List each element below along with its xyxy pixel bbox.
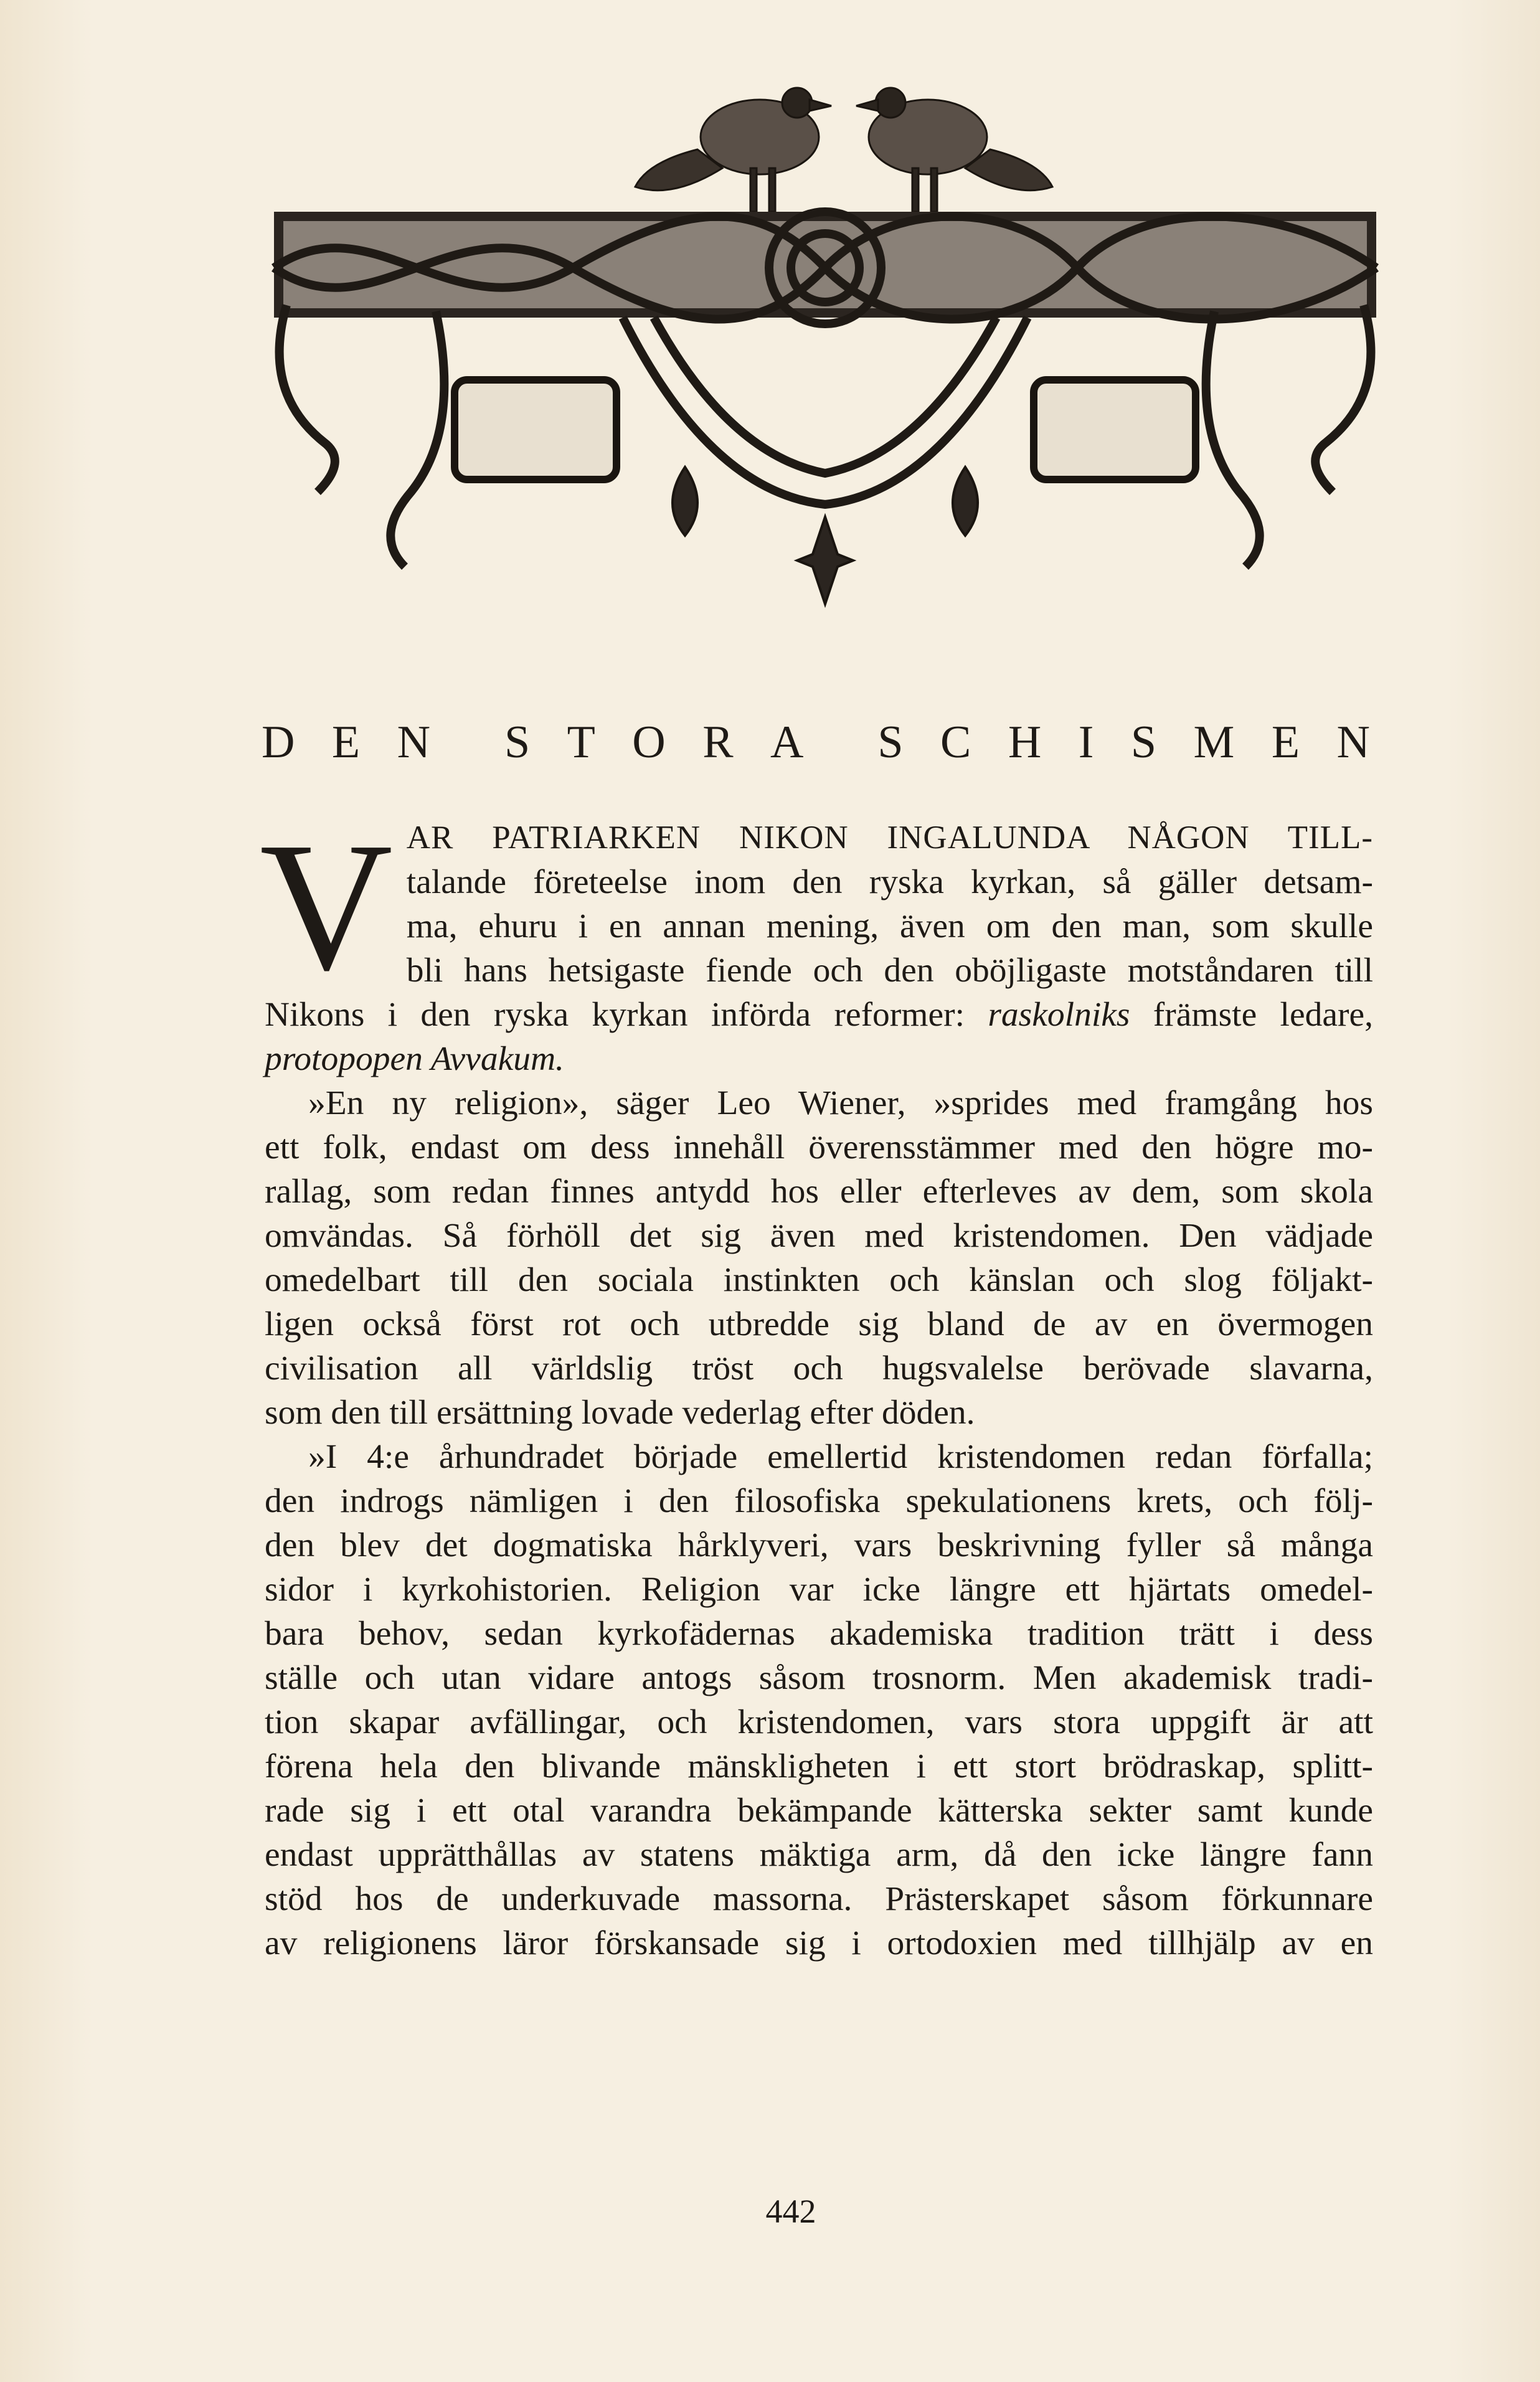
text-line: stöd hos de underkuvade massorna. Prästerskapet såsom förkunnare — [265, 1880, 1373, 1918]
paragraph-1 — [265, 816, 1373, 1081]
text-line: »I 4:e århundradet började emellertid kristendomen redan förfalla; — [308, 1438, 1373, 1476]
page-number: 442 — [765, 2193, 816, 2230]
body-text — [260, 805, 1373, 1965]
text-line: sidor i kyrkohistorien. Religion var icke längre ett hjärtats omedel- — [265, 1571, 1373, 1609]
text-line: AR PATRIARKEN NIKON INGALUNDA NÅGON TILL- — [406, 820, 1373, 856]
text-line: ligen också först rot och utbredde sig bland de av en övermogen — [265, 1305, 1373, 1343]
text-segment: Nikons i den ryska kyrkan införda reformer: — [265, 996, 988, 1034]
text-line: som den till ersättning lovade vederlag efter döden. — [265, 1394, 975, 1432]
bird-right-icon — [856, 88, 1052, 212]
heading-letter: R — [702, 717, 734, 768]
text-line: den indrogs nämligen i den filosofiska spekulationens krets, och följ- — [265, 1482, 1373, 1520]
heading-letter: S — [504, 717, 531, 768]
heading-letter: N — [1336, 717, 1370, 768]
heading-letter: E — [1271, 717, 1300, 768]
heading-letter: C — [940, 717, 971, 768]
text-line: omedelbart till den sociala instinkten och känslan och slog följakt- — [265, 1261, 1373, 1299]
text-line: förena hela den blivande mänskligheten i ett stort brödraskap, splitt- — [265, 1747, 1373, 1785]
italic-name: protopopen Avvakum. — [265, 1040, 564, 1078]
text-line: talande företeelse inom den ryska kyrkan, så gäller detsam- — [406, 863, 1373, 901]
heading-letter: D — [262, 717, 295, 768]
text-line: rallag, som redan finnes antydd hos eller efterleves av dem, som skola — [265, 1173, 1373, 1211]
text-line: endast upprätthållas av statens mäktiga arm, då den icke längre fann — [265, 1836, 1373, 1874]
heading-letter: I — [1078, 717, 1094, 768]
text-line: bli hans hetsigaste fiende och den oböjligaste motståndaren till — [406, 952, 1373, 990]
text-line: den blev det dogmatiska hårklyveri, vars beskrivning fyller så många — [265, 1526, 1373, 1564]
chapter-heading — [262, 716, 1370, 769]
text-segment: främste ledare, — [1130, 996, 1373, 1034]
heading-letter: S — [877, 717, 904, 768]
text-line: omvändas. Så förhöll det sig även med kristendomen. Den vädjade — [265, 1217, 1373, 1255]
heading-letter: S — [1130, 717, 1157, 768]
heading-letter: O — [632, 717, 666, 768]
text-line: tion skapar avfällingar, och kristendomen, vars stora uppgift är att — [265, 1703, 1373, 1741]
paragraph-3 — [265, 1435, 1373, 1965]
italic-term: raskolniks — [988, 996, 1130, 1034]
text-line: civilisation all världslig tröst och hugsvalelse berövade slavarna, — [265, 1349, 1373, 1387]
heading-letter: E — [331, 717, 361, 768]
text-line — [265, 1037, 1373, 1081]
heading-letter: N — [397, 717, 431, 768]
heading-letter: M — [1193, 717, 1235, 768]
text-line: ett folk, endast om dess innehåll överensstämmer med den högre mo- — [265, 1128, 1373, 1166]
text-line: ma, ehuru i en annan mening, även om den man, som skulle — [406, 907, 1373, 945]
heading-letter: T — [567, 717, 595, 768]
text-line: ställe och utan vidare antogs såsom trosnorm. Men akademisk tradi- — [265, 1659, 1373, 1697]
text-line: bara behov, sedan kyrkofädernas akademiska tradition trätt i dess — [265, 1615, 1373, 1653]
interlace-ornament — [249, 44, 1401, 635]
text-line: »En ny religion», säger Leo Wiener, »sprides med framgång hos — [308, 1084, 1373, 1122]
paragraph-2 — [265, 1081, 1373, 1435]
text-line: rade sig i ett otal varandra bekämpande kätterska sekter samt kunde — [265, 1792, 1373, 1830]
heading-letter: H — [1008, 717, 1042, 768]
heading-letter: A — [770, 717, 804, 768]
text-line — [265, 993, 1373, 1037]
drop-cap: V — [260, 805, 393, 1009]
text-line: av religionens läror förskansade sig i ortodoxien med tillhjälp av en — [265, 1924, 1373, 1962]
bird-left-icon — [635, 88, 831, 212]
